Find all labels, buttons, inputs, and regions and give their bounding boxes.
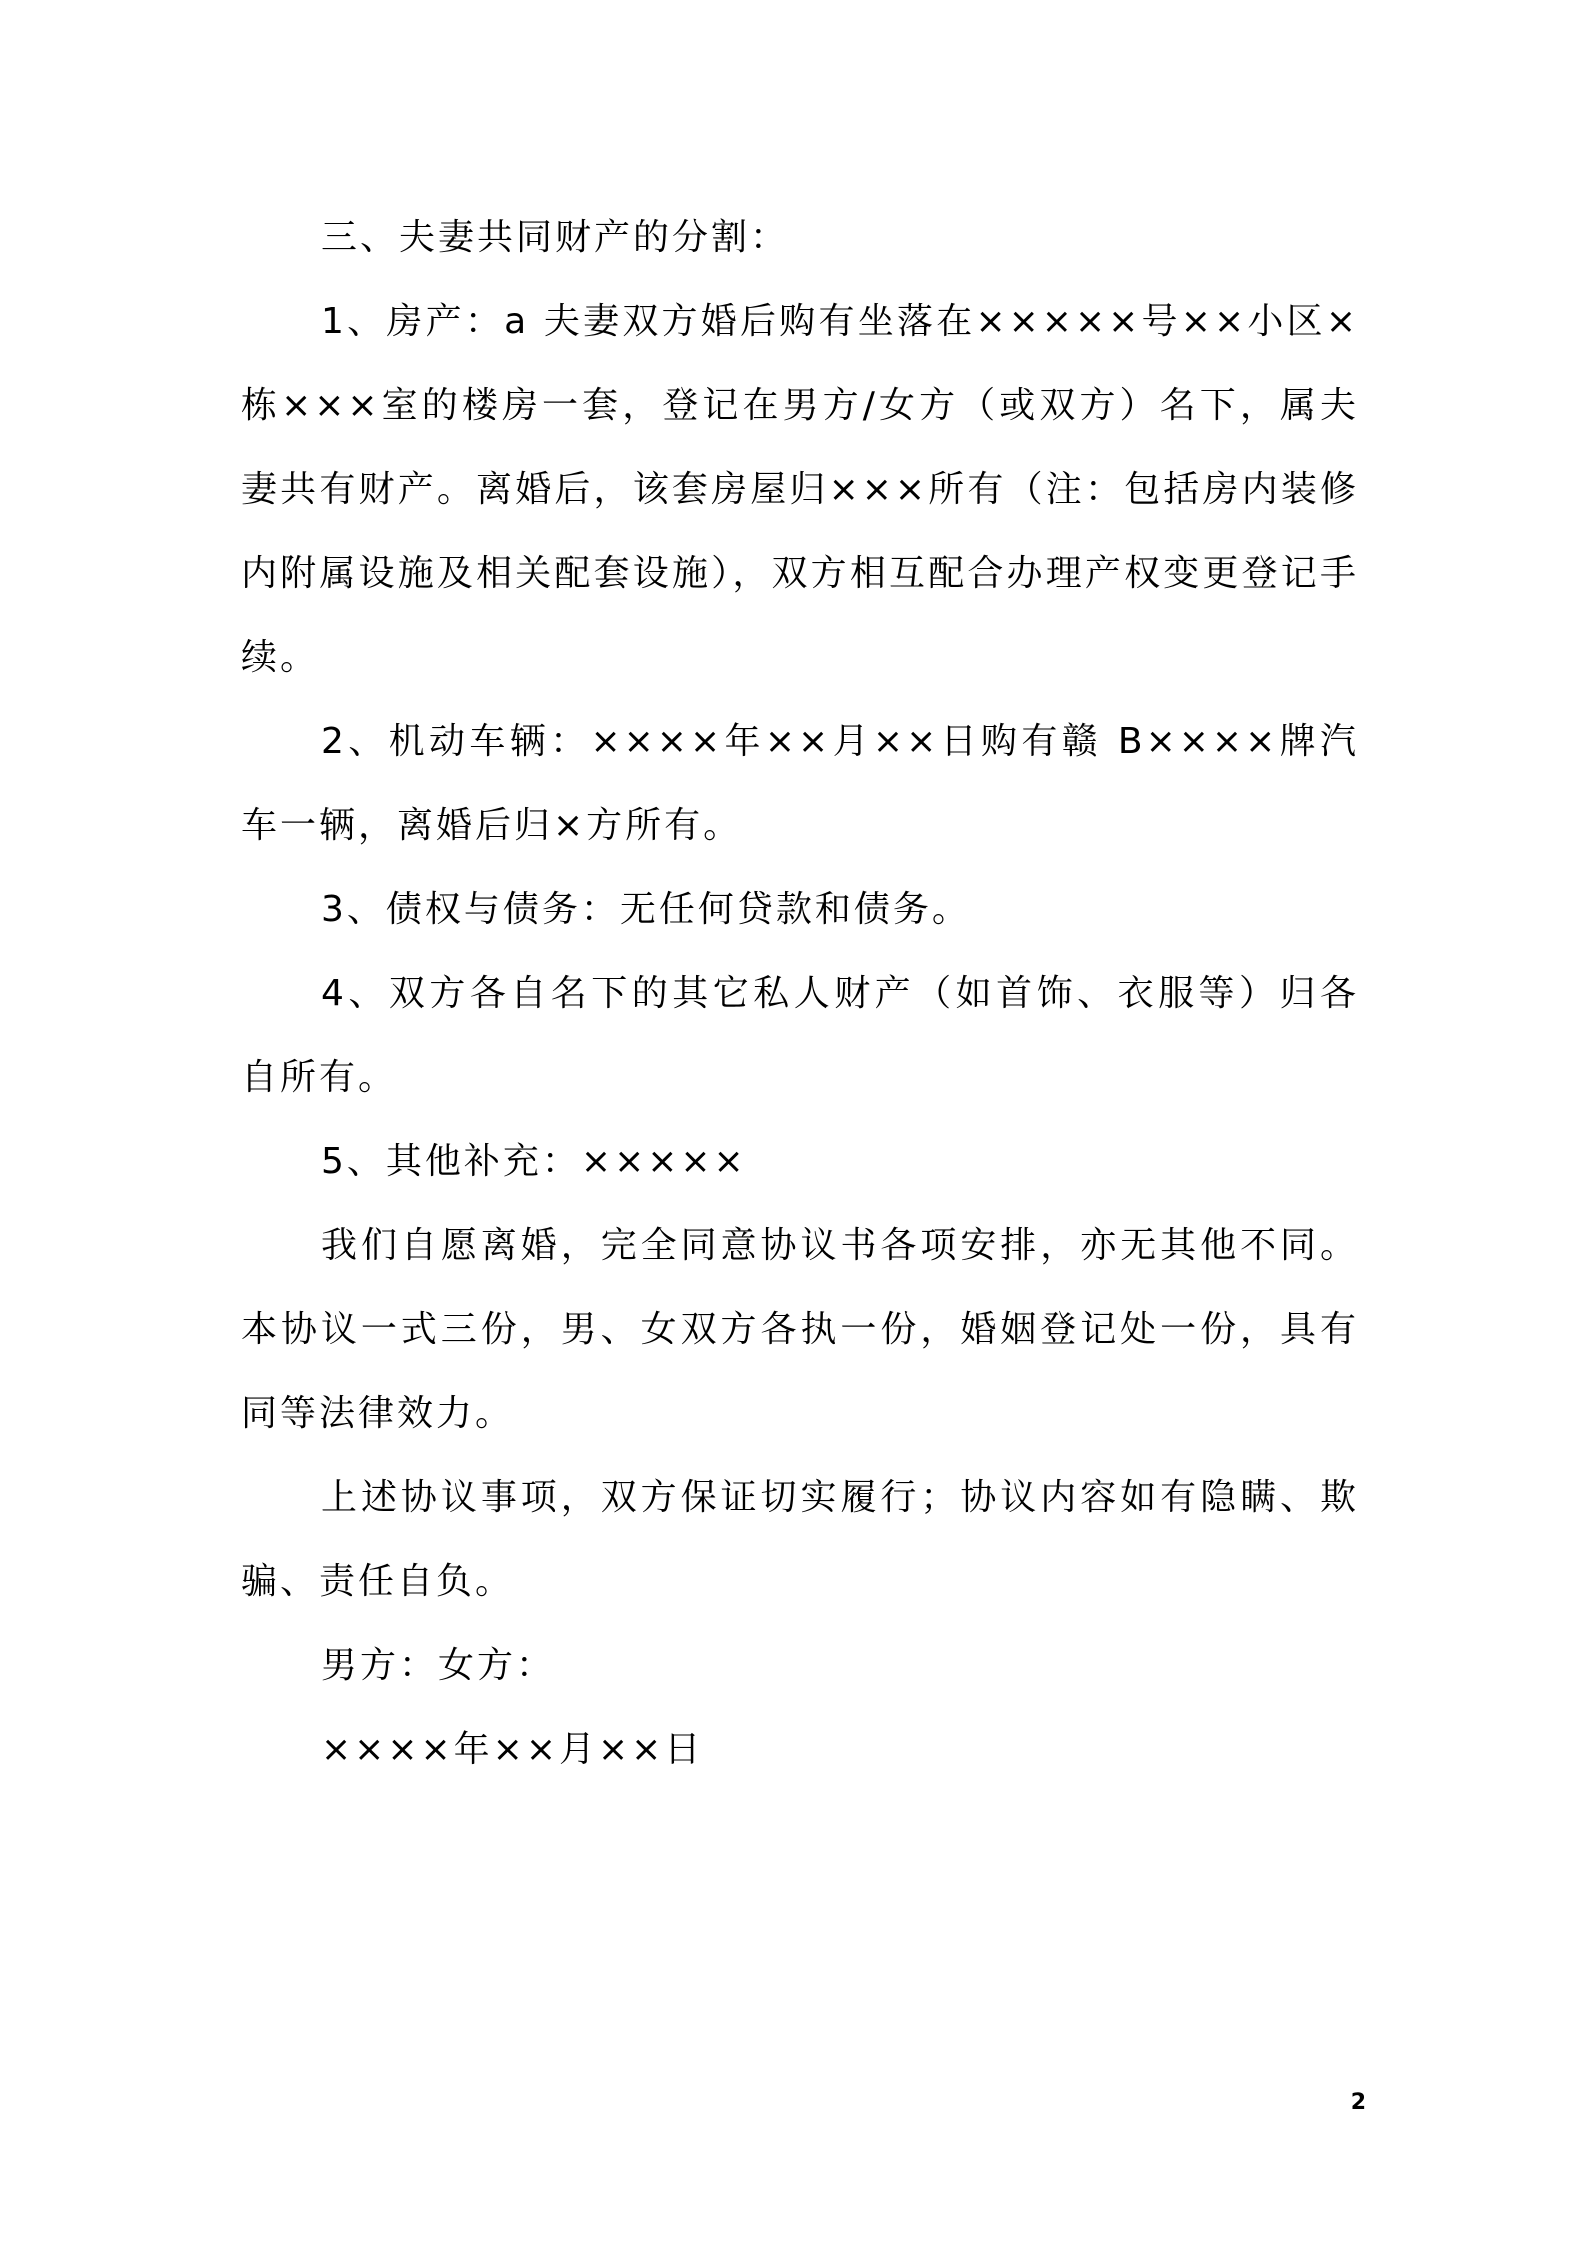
signature-line: 男方：女方： <box>321 1645 556 1686</box>
performance-guarantee-statement: 上述协议事项，双方保证切实履行；协议内容如有隐瞒、欺骗、责任自负。 <box>241 1477 1359 1602</box>
document-body <box>241 196 1359 1792</box>
clause-personal-property: 4、双方各自名下的其它私人财产（如首饰、衣服等）归各自所有。 <box>241 973 1359 1098</box>
clause-other-supplements: 5、其他补充：××××× <box>321 1141 747 1182</box>
section-heading-property-division: 三、夫妻共同财产的分割： <box>321 217 790 258</box>
page-number: 2 <box>1350 2090 1366 2115</box>
voluntary-divorce-statement: 我们自愿离婚，完全同意协议书各项安排，亦无其他不同。本协议一式三份，男、女双方各执一份，婚姻登记处一份，具有同等法律效力。 <box>241 1225 1359 1434</box>
clause-house-property: 1、房产：a 夫妻双方婚后购有坐落在×××××号××小区×栋×××室的楼房一套，登记在男方/女方（或双方）名下，属夫妻共有财产。离婚后，该套房屋归×××所有（注：包括房内装修内附属设施及相关配套设施），双方相互配合办理产权变更登记手续。 <box>241 301 1359 678</box>
clause-motor-vehicle: 2、机动车辆：××××年××月××日购有赣 B××××牌汽车一辆，离婚后归×方所有。 <box>241 721 1359 846</box>
clause-debts: 3、债权与债务：无任何贷款和债务。 <box>321 889 971 930</box>
date-line: ××××年××月××日 <box>321 1729 704 1770</box>
